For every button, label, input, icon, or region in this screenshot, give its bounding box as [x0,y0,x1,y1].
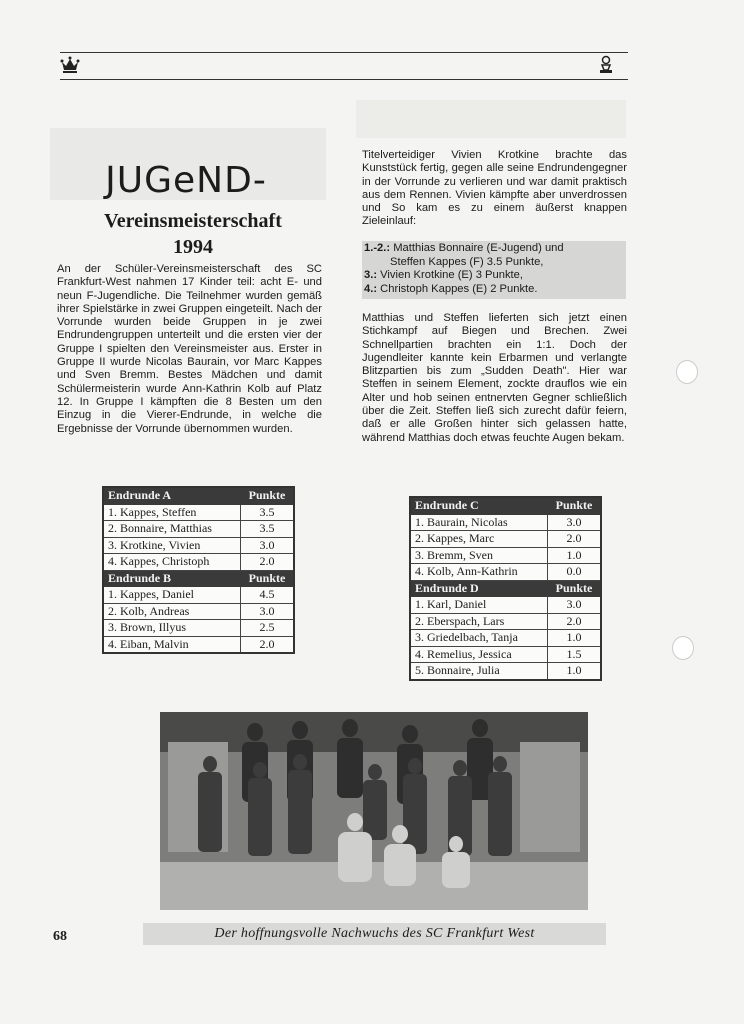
group-photo [160,712,588,910]
table-row: 3. Krotkine, Vivien 3.0 [103,537,294,554]
ranking-line-4: 4.: Christoph Kappes (E) 2 Punkte. [364,282,538,295]
table-row: 2. Kappes, Marc 2.0 [410,531,601,548]
ranking-box [362,241,626,299]
table-b-header: Endrunde B Punkte [103,570,294,587]
heading-subtitle: Vereinsmeisterschaft [104,210,282,232]
table-row: 2. Kolb, Andreas 3.0 [103,603,294,620]
table-row: 2. Eberspach, Lars 2.0 [410,613,601,630]
heading-title: JUGeND- [105,160,267,201]
table-row: 1. Karl, Daniel 3.0 [410,597,601,614]
ranking-line-1: 1.-2.: Matthias Bonnaire (E-Jugend) und [364,242,564,254]
table-row: 4. Remelius, Jessica 1.5 [410,646,601,663]
table-c-header: Endrunde C Punkte [410,497,601,514]
pawn-icon [597,55,615,75]
photo-caption: Der hoffnungsvolle Nachwuchs des SC Frankfurt West [143,923,606,945]
king-icon [60,56,80,74]
table-row: 3. Bremm, Sven 1.0 [410,547,601,564]
right-paragraph-1: Titelverteidiger Vivien Krotkine brachte das Kunststück fertig, gegen alle seine Endrundengegner in der Vorrunde zu verlieren und war damit praktisch aus dem Rennen. Vivien kämpfte aber unverdrossen und So kam es zu einem äußerst knappen Zieleinlauf: [362,149,627,228]
punch-hole-mark-top [676,360,698,384]
table-endrunde-a-b [102,486,295,654]
table-row: 3. Griedelbach, Tanja 1.0 [410,630,601,647]
table-a-header: Endrunde A Punkte [103,487,294,504]
table-row: 1. Kappes, Daniel 4.5 [103,587,294,604]
header-rule-top [60,52,628,53]
table-row: 3. Brown, Illyus 2.5 [103,620,294,637]
ranking-line-2: Steffen Kappes (F) 3.5 Punkte, [390,255,544,268]
heading-year: 1994 [173,236,213,258]
ranking-line-3: 3.: Vivien Krotkine (E) 3 Punkte, [364,269,523,282]
header-rule-bottom [60,79,628,80]
table-row: 1. Kappes, Steffen 3.5 [103,504,294,521]
table-row: 2. Bonnaire, Matthias 3.5 [103,521,294,538]
right-paragraph-2: Matthias und Steffen lieferten sich jetzt einen Stichkampf auf Biegen und Brechen. Zwei Schnellpartien brachten ein 1:1. Doch der Jugendleiter kannte kein Erbarmen und verlangte Blitzpartien bis zum „Sudden Death". Hier war Steffen in seinem Element, zockte drauflos wie ein Alter und hob seinen entnervten Gegner schließlich über die Zeit. Steffen ließ sich zurecht dafür feiern, daß er alle Großen hinter sich gelassen hatte, während Matthias doch etwas feuchte Augen bekam. [362,312,627,444]
table-row: 4. Kappes, Christoph 2.0 [103,554,294,571]
bleed-through-top-right [356,100,626,138]
page-number: 68 [53,929,67,944]
table-row: 5. Bonnaire, Julia 1.0 [410,663,601,680]
table-row: 1. Baurain, Nicolas 3.0 [410,514,601,531]
table-endrunde-c-d [409,496,602,681]
table-d-header: Endrunde D Punkte [410,580,601,597]
punch-hole-mark-bottom [672,636,694,660]
table-row: 4. Kolb, Ann-Kathrin 0.0 [410,564,601,581]
table-row: 4. Eiban, Malvin 2.0 [103,636,294,653]
intro-paragraph: An der Schüler-Vereinsmeisterschaft des SC Frankfurt-West nahmen 17 Kinder teil: acht E- und neun F-Jugendliche. Die Teilnehmer wurden gemäß ihrer Spielstärke in zwei Gruppen eingeteilt. Nach der Vorrunde wurden beide Gruppen in je zwei Endrundengruppen unterteilt und die ersten vier der Gruppe I spielten den Vereinsmeister aus. Erster in Gruppe II wurde Nicolas Baurain, vor Marc Kappes und Sven Bremm. Bestes Mädchen und damit Schülermeisterin wurde Ann-Kathrin Kolb auf Platz 12. In Gruppe I kämpften die 8 Besten um den Einzug in die Vierer-Endrunde, in welche die Ergebnisse der Vorrunde übernommen wurden. [57,263,322,435]
